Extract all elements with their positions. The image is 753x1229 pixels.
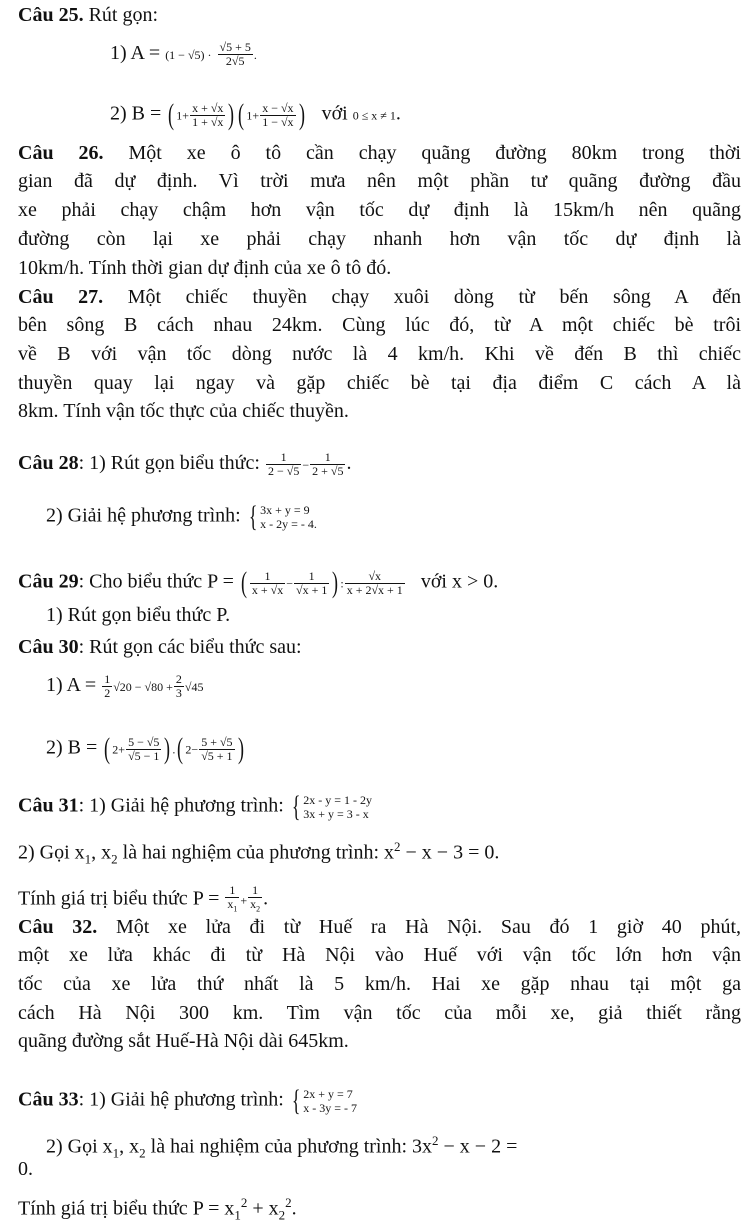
q29-expression: Câu 29: Cho biểu thức P = ( $\frac{1}{x + √x}$ − $\frac{1}{√x + 1}$ ) : $\frac{√x}{x + 2√x + 1}$ với x > 0.	[18, 566, 499, 599]
q25-item2: 2) B = ( 1+ $\frac{x + √x}{1 + √x}$ ) ( 1+ $\frac{x - √x}{1 - √x}$ ) với 0 ≤ x ≠ 1.	[110, 98, 401, 131]
q26-line2: gian đã dự định. Vì trời mưa nên một phần tư quãng đường đầu	[18, 170, 741, 192]
q26-line1: Câu 26. Một xe ô tô cần chạy quãng đường 80km trong thời	[18, 142, 741, 164]
q30-item2: 2) B = ( 2+ $\frac{5 - √5}{√5 - 1}$ ) .( 2− $\frac{5 + √5}{√5 + 1}$ )	[46, 732, 244, 765]
q25-heading: Câu 25. Rút gọn:	[18, 4, 159, 26]
q25-item1: 1) A = (1 − √5) · $\frac{√5 + 5}{2√5}$ .	[110, 39, 257, 68]
q32-line2: một xe lửa khác đi từ Hà Nội vào Huế với vận tốc lớn hơn vận	[18, 944, 741, 966]
q31-item2: 2) Gọi $x_1$, $x_2$ là hai nghiệm của phương trình: $x^2 - x - 3 = 0$.	[18, 839, 500, 867]
q27-line4: thuyền quay lại ngay và gặp chiếc bè tại địa điểm C cách A là	[18, 372, 741, 394]
q33-item3: 0.	[18, 1158, 33, 1180]
q27-line5: 8km. Tính vận tốc thực của chiếc thuyền.	[18, 400, 349, 422]
q27-line3: về B với vận tốc dòng nước là 4 km/h. Khi về đến B thì chiếc	[18, 343, 741, 365]
q28-item1: Câu 28: 1) Rút gọn biểu thức: $\frac{1}{2 - √5}$ − $\frac{1}{2 + √5}$ .	[18, 449, 352, 478]
q33-system: 2x + y = 7 x - 3y = - 7	[303, 1087, 358, 1115]
q29-item1: 1) Rút gọn biểu thức P.	[46, 604, 231, 626]
q25-a-fraction: $\frac{√5 + 5}{2√5}$	[219, 39, 251, 68]
q32-line1: Câu 32. Một xe lửa đi từ Huế ra Hà Nội. Sau đó 1 giờ 40 phút,	[18, 916, 741, 938]
q31-item3: Tính giá trị biểu thức P = $\frac{1}{x_1}$ + $\frac{1}{x_2}$ .	[18, 883, 269, 914]
q26-line4: đường còn lại xe phải chạy nhanh hơn vận tốc dự định là	[18, 228, 741, 250]
q33-item2: 2) Gọi $x_1$, $x_2$ là hai nghiệm của phương trình: $3x^2 - x - 2$ =	[46, 1133, 518, 1161]
q32-line5: quãng đường sắt Huế-Hà Nội dài 645km.	[18, 1030, 349, 1052]
q26-line5: 10km/h. Tính thời gian dự định của xe ô tô đó.	[18, 257, 392, 279]
q27-line1: Câu 27. Một chiếc thuyền chạy xuôi dòng từ bến sông A đến	[18, 286, 741, 308]
q31-system: 2x - y = 1 - 2y 3x + y = 3 - x	[303, 793, 373, 821]
q31-item1: Câu 31: 1) Giải hệ phương trình: { 2x - y = 1 - 2y 3x + y = 3 - x	[18, 790, 373, 823]
q28-item2: 2) Giải hệ phương trình: { 3x + y = 9 x - 2y = - 4.	[46, 500, 317, 533]
q30-item1: 1) A = $\frac{1}{2}$ √20 − √80 + $\frac{2}{3}$ √45	[46, 671, 204, 700]
q32-line4: cách Hà Nội 300 km. Tìm vận tốc của mỗi xe, giả thiết rằng	[18, 1002, 741, 1024]
q33-item4: Tính giá trị biểu thức $P = x_1^2 + x_2^2$.	[18, 1195, 297, 1223]
q28-system: 3x + y = 9 x - 2y = - 4.	[260, 503, 317, 531]
q26-line3: xe phải chạy chậm hơn vận tốc dự định là 15km/h nên quãng	[18, 199, 741, 221]
q32-line3: tốc của xe lửa thứ nhất là 5 km/h. Hai xe gặp nhau tại một ga	[18, 973, 741, 995]
q27-line2: bên sông B cách nhau 24km. Cùng lúc đó, từ A một chiếc bè trôi	[18, 314, 741, 336]
q30-heading: Câu 30: Rút gọn các biểu thức sau:	[18, 636, 302, 658]
q33-item1: Câu 33: 1) Giải hệ phương trình: { 2x + y = 7 x - 3y = - 7	[18, 1084, 358, 1117]
